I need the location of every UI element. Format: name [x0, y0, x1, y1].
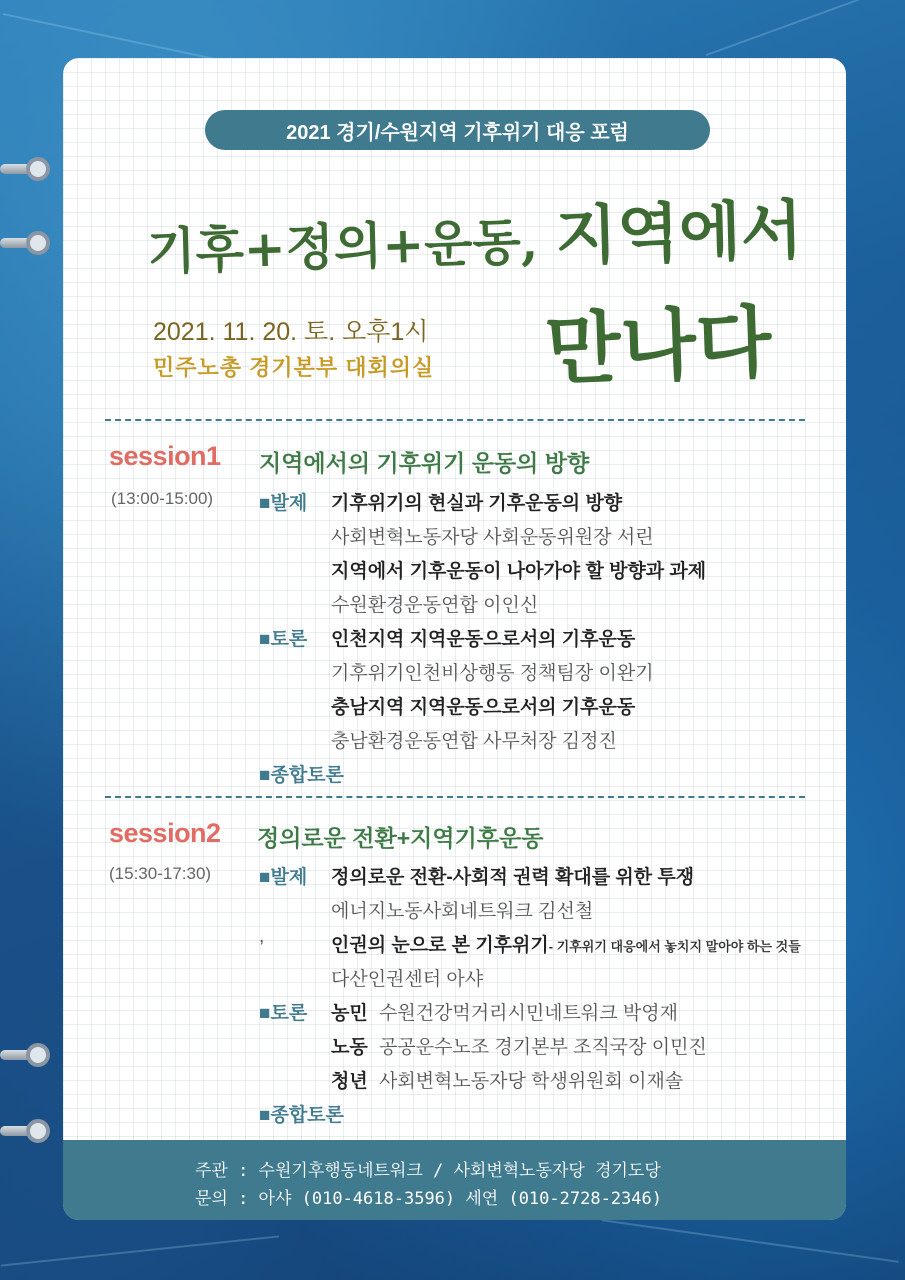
session2-label: session2: [109, 818, 221, 848]
background-texture: [1, 1235, 280, 1266]
session2-presentation1-title: 정의로운 전환-사회적 권력 확대를 위한 투쟁: [331, 867, 695, 888]
session1-title: 지역에서의 기후위기 운동의 방향: [259, 450, 590, 476]
binding-ring: [0, 154, 52, 182]
session2-discussion1-speaker: 수원건강먹거리시민네트워크 박영재: [379, 1003, 678, 1024]
event-datetime: 2021. 11. 20. 토. 오후1시: [153, 318, 429, 346]
footer-contact: 문의 : 아샤 (010-4618-3596) 세연 (010-2728-2346): [195, 1189, 662, 1209]
session1-discussion2-title: 충남지역 지역운동으로서의 기후운동: [331, 697, 636, 718]
session1-presentation2-speaker: 수원환경운동연합 이인신: [331, 595, 539, 616]
session1-label: session1: [109, 441, 221, 471]
session1-discussion1-speaker: 기후위기인천비상행동 정책팀장 이완기: [331, 663, 654, 684]
event-venue: 민주노총 경기본부 대회의실: [153, 355, 435, 380]
session1-presentation2-title: 지역에서 기후운동이 나아가야 할 방향과 과제: [331, 561, 707, 582]
session1-discussion-tag: ■토론: [259, 629, 308, 650]
session2-discussion3-speaker: 사회변혁노동자당 학생위원회 이재솔: [379, 1071, 684, 1092]
session2-discussion1-role: 농민: [331, 1003, 368, 1024]
session1-time: (13:00-15:00): [111, 489, 214, 508]
session2-presentation-tag: ■발제: [259, 867, 308, 888]
session2-presentation2-subtitle: - 기후위기 대응에서 놓치지 말아야 하는 것들: [548, 939, 801, 954]
section-divider: [105, 419, 805, 421]
session2-discussion2-role: 노동: [331, 1037, 368, 1058]
main-title-part1: 기후+정의+운동,: [146, 211, 557, 281]
session2-discussion2-speaker: 공공운수노조 경기본부 조직국장 이민진: [379, 1037, 707, 1058]
main-title-line1: [146, 179, 804, 288]
session1-discussion1-title: 인천지역 지역운동으로서의 기후운동: [331, 629, 636, 650]
binding-ring: [0, 1116, 52, 1144]
session2-presentation2-title-text: 인권의 눈으로 본 기후위기: [331, 935, 549, 956]
session2-stray-comma: ,: [259, 926, 265, 947]
section-divider: [105, 796, 805, 798]
session1-presentation1-title: 기후위기의 현실과 기후운동의 방향: [331, 493, 623, 514]
background-texture: [601, 1219, 898, 1263]
session2-presentation2-title: [331, 930, 801, 957]
session1-general-discussion-tag: ■종합토론: [259, 765, 344, 786]
binding-ring: [0, 228, 52, 256]
session1-presentation1-speaker: 사회변혁노동자당 사회운동위원장 서린: [331, 527, 654, 548]
poster-card: [63, 58, 846, 1220]
session2-general-discussion-tag: ■종합토론: [259, 1105, 344, 1126]
session2-presentation2-speaker: 다산인권센터 아샤: [331, 969, 484, 990]
footer-host: 주관 : 수원기후행동네트워크 / 사회변혁노동자당 경기도당: [195, 1161, 661, 1181]
session2-time: (15:30-17:30): [109, 864, 212, 883]
session2-discussion3-role: 청년: [331, 1071, 368, 1092]
session2-discussion-tag: ■토론: [259, 1003, 308, 1024]
background-texture: [706, 0, 895, 56]
main-title-part1-big: 지역에서: [554, 192, 804, 275]
forum-name-banner: [205, 110, 710, 150]
main-title-line2: 만나다: [543, 297, 773, 396]
binding-ring: [0, 1040, 52, 1068]
footer-banner: [63, 1140, 846, 1220]
forum-name: 2021 경기/수원지역 기후위기 대응 포럼: [286, 121, 629, 144]
session1-discussion2-speaker: 충남환경운동연합 사무처장 김정진: [331, 731, 617, 752]
session2-presentation1-speaker: 에너지노동사회네트워크 김선철: [331, 901, 594, 922]
session2-title: 정의로운 전환+지역기후운동: [257, 825, 544, 851]
session1-presentation-tag: ■발제: [259, 493, 308, 514]
